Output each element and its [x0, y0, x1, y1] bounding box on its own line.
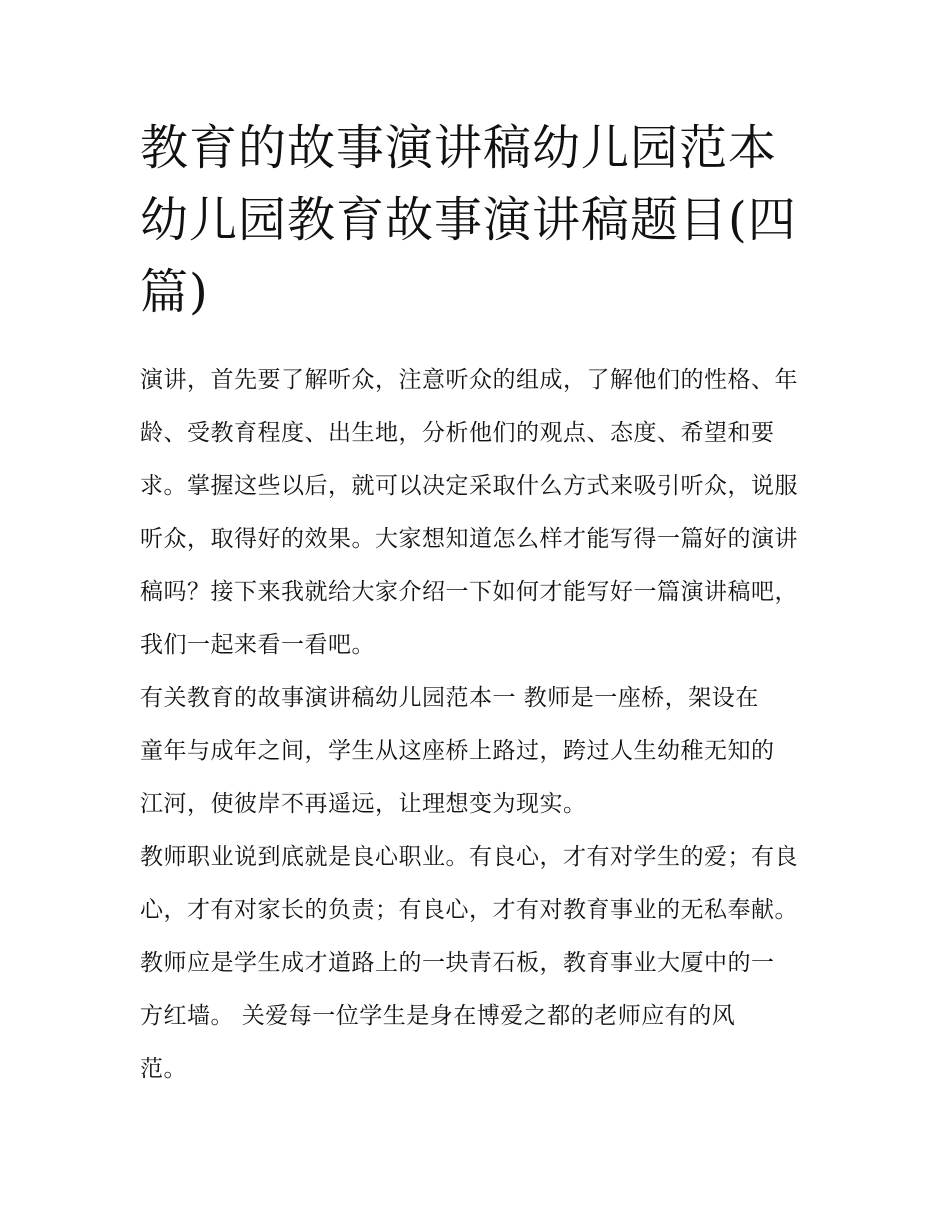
paragraph-bluestone: 教师应是学生成才道路上的一块青石板，教育事业大厦中的一方红墙。 关爱每一位学生是身在博爱之都的老师应有的风范。 — [140, 950, 775, 1082]
paragraph-intro: 演讲，首先要了解听众，注意听众的组成，了解他们的性格、年龄、受教育程度、出生地，分析他们的观点、态度、希望和要求。掌握这些以后，就可以决定采取什么方式来吸引听众，说服听众，取得好的效果。大家想知道怎么样才能写得一篇好的演讲稿吗？接下来我就给大家介绍一下如何才能写好一篇演讲稿吧，我们一起来看一看吧。 — [140, 367, 798, 658]
paragraph-teacher-bridge: 有关教育的故事演讲稿幼儿园范本一 教师是一座桥，架设在童年与成年之间，学生从这座桥上路过，跨过人生幼稚无知的江河，使彼岸不再遥远，让理想变为现实。 — [140, 685, 775, 817]
document-title: 教育的故事演讲稿幼儿园范本幼儿园教育故事演讲稿题目(四篇) — [140, 120, 797, 320]
document-body — [140, 354, 812, 1096]
paragraph-conscience: 教师职业说到底就是良心职业。有良心，才有对学生的爱；有良心，才有对家长的负责；有良心，才有对教育事业的无私奉献。 — [140, 844, 798, 923]
